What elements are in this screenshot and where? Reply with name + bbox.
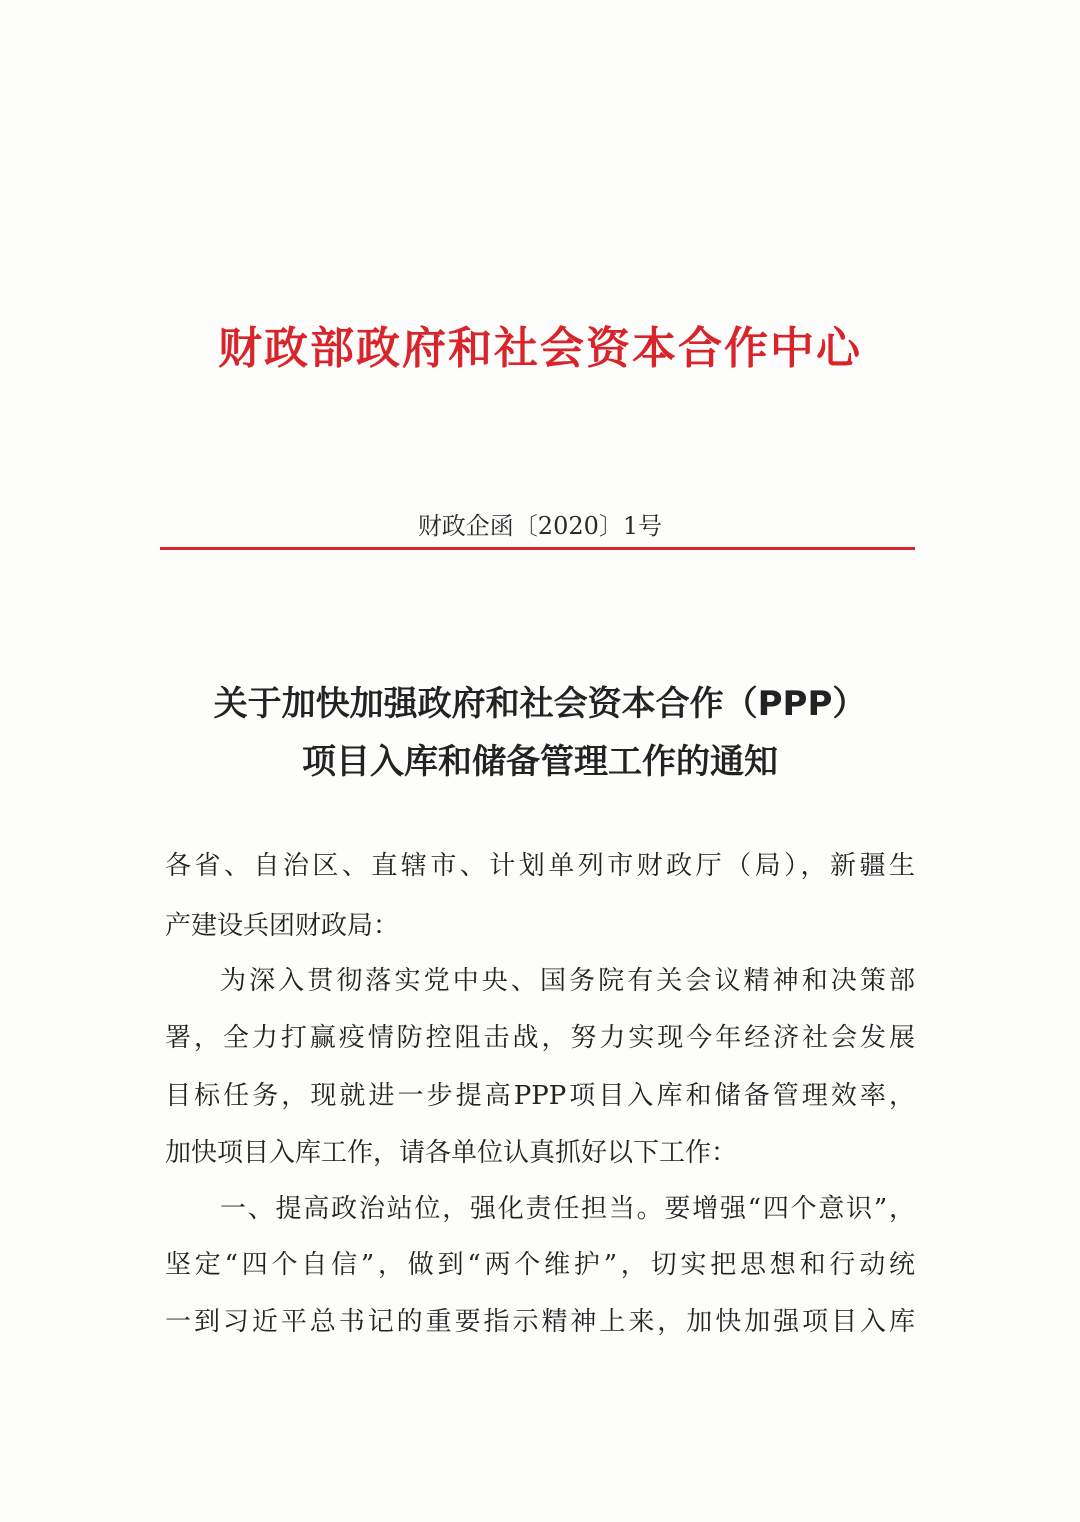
paragraph1-line-4: 加快项目入库工作，请各单位认真抓好以下工作： <box>165 1138 738 1168</box>
issuer-header: 财政部政府和社会资本合作中心 <box>218 323 862 374</box>
paragraph1-line-2: 署，全力打赢疫情防控阻击战，努力实现今年经济社会发展 <box>165 1023 915 1053</box>
addressee-line-1: 各省、自治区、直辖市、计划单列市财政厅（局），新疆生 <box>165 851 915 881</box>
notice-title-line-1: 关于加快加强政府和社会资本合作（PPP） <box>213 684 867 724</box>
paragraph1-line-1: 为深入贯彻落实党中央、国务院有关会议精神和决策部 <box>220 966 915 996</box>
notice-title-line-2: 项目入库和储备管理工作的通知 <box>302 742 778 782</box>
paragraph2-line-3: 一到习近平总书记的重要指示精神上来，加快加强项目入库 <box>165 1307 915 1337</box>
document-number: 财政企函〔2020〕1号 <box>417 512 663 540</box>
addressee-line-2: 产建设兵团财政局： <box>165 911 400 941</box>
paragraph2-line-1: 一、提高政治站位，强化责任担当。要增强“四个意识”， <box>220 1194 915 1224</box>
paragraph1-line-3: 目标任务，现就进一步提高PPP项目入库和储备管理效率， <box>165 1081 915 1111</box>
paragraph2-line-2: 坚定“四个自信”，做到“两个维护”，切实把思想和行动统 <box>165 1250 915 1280</box>
red-divider-rule <box>160 547 915 550</box>
